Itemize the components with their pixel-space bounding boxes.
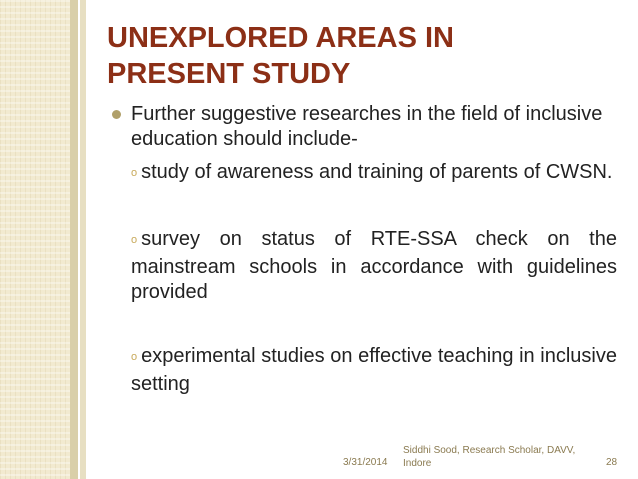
decorative-left-bar [0, 0, 70, 479]
decorative-divider [70, 0, 78, 479]
main-bullet-text: Further suggestive researches in the field of inclusive education should include- [131, 103, 603, 150]
circle-bullet-icon: o [131, 234, 138, 246]
sub-bullet-text: study of awareness and training of parents of CWSN. [141, 161, 613, 183]
circle-bullet-icon: o [131, 167, 138, 179]
footer-date: 3/31/2014 [343, 457, 388, 468]
decorative-divider [80, 0, 86, 479]
sub-bullet-text: survey on status of RTE-SSA check on the mainstream schools in accordance with guidelines provided [131, 228, 617, 303]
slide-title-line-1: UNEXPLORED AREAS IN [107, 22, 454, 54]
slide-body [112, 102, 617, 397]
sub-bullet-3 [112, 344, 617, 397]
footer-author: Siddhi Sood, Research Scholar, DAVV, Indore [403, 445, 576, 469]
sub-bullet-2 [112, 227, 617, 305]
main-bullet [112, 102, 617, 152]
sub-bullet-1 [112, 160, 617, 188]
page-number: 28 [606, 457, 618, 468]
sub-bullet-text: experimental studies on effective teaching in inclusive setting [131, 345, 617, 395]
circle-bullet-icon: o [131, 351, 138, 363]
slide-title [107, 20, 587, 92]
slide-title-line-2: PRESENT STUDY [107, 58, 351, 90]
bullet-dot-icon [112, 110, 121, 119]
